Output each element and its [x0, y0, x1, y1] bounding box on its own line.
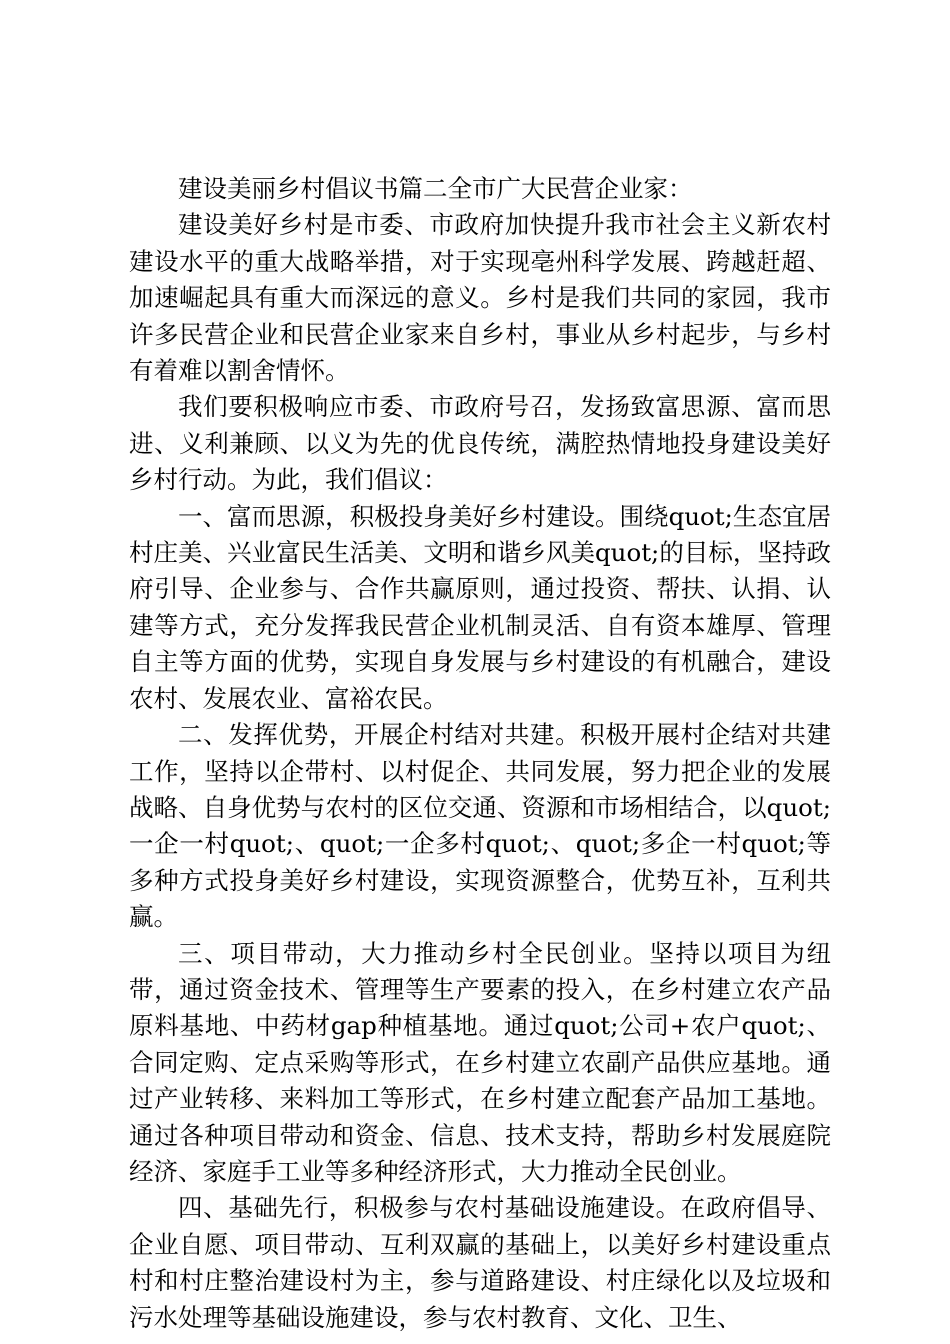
document-paragraph: 二、发挥优势，开展企村结对共建。积极开展村企结对共建工作，坚持以企带村、以村促企、共同发展，努力把企业的发展战略、自身优势与农村的区位交通、资源和市场相结合，以quot;一企一村quot;、quot;一企多村quot;、quot;多企一村quot;等多种方式投身美好乡村建设，实现资源整合，优势互补，互利共赢。 [129, 720, 831, 932]
document-paragraph: 三、项目带动，大力推动乡村全民创业。坚持以项目为纽带，通过资金技术、管理等生产要素的投入，在乡村建立农产品原料基地、中药材gap种植基地。通过quot;公司+农户quot;、合同定购、定点采购等形式，在乡村建立农副产品供应基地。通过产业转移、来料加工等形式，在乡村建立配套产品加工基地。通过各种项目带动和资金、信息、技术支持，帮助乡村发展庭院经济、家庭手工业等多种经济形式，大力推动全民创业。 [129, 938, 831, 1186]
document-paragraph: 建设美好乡村是市委、市政府加快提升我市社会主义新农村建设水平的重大战略举措，对于实现亳州科学发展、跨越赶超、加速崛起具有重大而深远的意义。乡村是我们共同的家园，我市许多民营企业和民营企业家来自乡村，事业从乡村起步，与乡村有着难以割舍情怀。 [129, 210, 831, 386]
document-paragraph: 我们要积极响应市委、市政府号召，发扬致富思源、富而思进、义利兼顾、以义为先的优良传统，满腔热情地投身建设美好乡村行动。为此，我们倡议： [129, 392, 831, 495]
document-paragraph: 一、富而思源，积极投身美好乡村建设。围绕quot;生态宜居村庄美、兴业富民生活美、文明和谐乡风美quot;的目标，坚持政府引导、企业参与、合作共赢原则，通过投资、帮扶、认捐、认建等方式，充分发挥我民营企业机制灵活、自有资本雄厚、管理自主等方面的优势，实现自身发展与乡村建设的有机融合，建设农村、发展农业、富裕农民。 [129, 501, 831, 713]
document-paragraph: 建设美丽乡村倡议书篇二全市广大民营企业家： [178, 174, 693, 203]
document-paragraph: 四、基础先行，积极参与农村基础设施建设。在政府倡导、企业自愿、项目带动、互利双赢的基础上，以美好乡村建设重点村和村庄整治建设村为主，参与道路建设、村庄绿化以及垃圾和污水处理等基础设施建设，参与农村教育、文化、卫生、 [129, 1193, 831, 1332]
document-body [129, 171, 831, 1336]
